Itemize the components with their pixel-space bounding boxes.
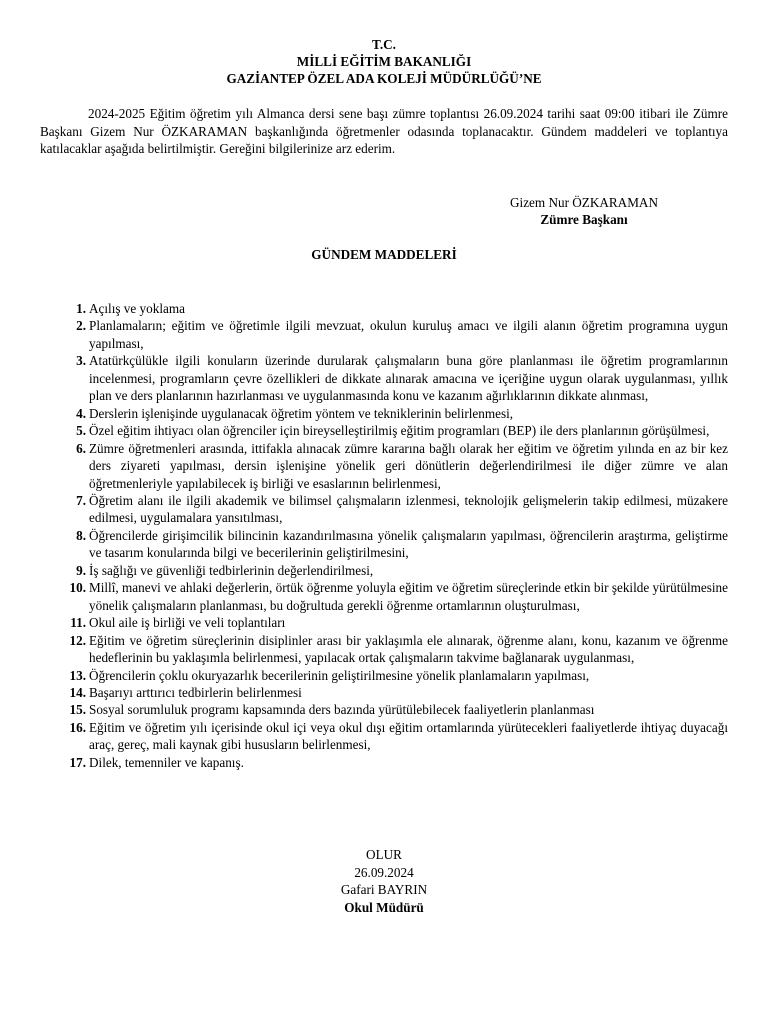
document-header xyxy=(0,36,768,88)
approval-block xyxy=(284,846,484,916)
agenda-heading: GÜNDEM MADDELERİ xyxy=(311,247,457,262)
agenda-item-number: 7. xyxy=(76,492,86,508)
agenda-item-number: 17. xyxy=(69,754,86,770)
agenda-item-text: Başarıyı arttırıcı tedbirlerin belirlenmesi xyxy=(89,684,302,700)
agenda-item xyxy=(40,405,728,422)
agenda-item xyxy=(40,579,728,614)
agenda-item xyxy=(40,422,728,439)
agenda-item-text: Atatürkçülükle ilgili konuların üzerinde durularak çalışmaların buna göre planlanması ile öğretim programlarının incelenmesi, programların çevre özellikleri de dikkate alınarak amacına ve içeriğine uygun olarak uygulanması, yıllık plan ve ders planlarının hazırlanması ve uygulanmasında konu ve kazanım ağırlıklarının dikkate alınması, xyxy=(89,353,728,404)
agenda-item xyxy=(40,719,728,754)
agenda-item-text: Derslerin işlenişinde uygulanacak öğretim yöntem ve tekniklerinin belirlenmesi, xyxy=(89,405,514,421)
agenda-item-text: Açılış ve yoklama xyxy=(89,301,185,316)
agenda-item-text: Sosyal sorumluluk programı kapsamında ders bazında yürütülebilecek faaliyetlerin planlanması xyxy=(89,702,595,718)
agenda-item-number: 14. xyxy=(69,684,86,700)
signer-title: Zümre Başkanı xyxy=(540,212,628,228)
agenda-item-number: 8. xyxy=(76,527,86,543)
agenda-item xyxy=(40,300,728,317)
header-line-ministry: MİLLİ EĞİTİM BAKANLIĞI xyxy=(296,54,472,70)
header-line-school: GAZİANTEP ÖZEL ADA KOLEJİ MÜDÜRLÜĞÜ’NE xyxy=(226,71,542,87)
agenda-item-number: 3. xyxy=(76,353,86,369)
agenda-item-number: 2. xyxy=(76,318,86,334)
agenda-item-text: Öğretim alanı ile ilgili akademik ve bilimsel çalışmaların izlenmesi, teknolojik gelişmelerin takip edilmesi, müzakere edilmesi, uygulamalara yansıtılması, xyxy=(89,492,728,526)
agenda-item xyxy=(40,562,728,579)
agenda-item-text: Eğitim ve öğretim yılı içerisinde okul içi veya okul dışı eğitim ortamlarında yürütecekleri faaliyetlerde ihtiyaç duyacağı araç, gereç, mali kaynak gibi hususların belirlenmesi, xyxy=(89,719,728,753)
agenda-item-number: 10. xyxy=(69,580,86,596)
agenda-item xyxy=(40,352,728,404)
agenda-item-number: 11. xyxy=(70,615,86,631)
agenda-item-text: Zümre öğretmenleri arasında, ittifakla alınacak zümre kararına bağlı olarak her eğitim ve öğretim yılında en az bir kez ders ziyareti yapılması, dersin işlenişine yönelik geri dönütlerin değerlendirilmesi ile diğer zümre ve alan öğretmenleriyle yapılabilecek iş birliği ve esaslarının belirlenmesi, xyxy=(89,440,728,491)
agenda-item-number: 4. xyxy=(76,405,86,421)
agenda-item-number: 12. xyxy=(69,632,86,648)
agenda-item-text: Okul aile iş birliği ve veli toplantıları xyxy=(89,615,286,631)
approval-date: 26.09.2024 xyxy=(354,864,414,880)
agenda-item-number: 5. xyxy=(76,423,86,439)
agenda-item-text: İş sağlığı ve güvenliği tedbirlerinin değerlendirilmesi, xyxy=(89,562,374,578)
agenda-item-text: Eğitim ve öğretim süreçlerinin disiplinler arası bir yaklaşımla ele alınarak, öğrenme alanı, konu, kazanım ve öğrenme hedeflerinin bu yaklaşımla belirlenmesi, yapılacak ortak çalışmaların takvime bağlanarak uygulanması, xyxy=(89,632,728,666)
agenda-list xyxy=(40,300,728,771)
agenda-item xyxy=(40,667,728,684)
agenda-item-number: 6. xyxy=(76,440,86,456)
agenda-item-number: 15. xyxy=(69,702,86,718)
signer-block xyxy=(494,194,674,229)
agenda-item-number: 16. xyxy=(69,719,86,735)
agenda-item xyxy=(40,317,728,352)
agenda-item-text: Öğrencilerde girişimcilik bilincinin kazandırılmasına yönelik çalışmaların yapılması, öğrencilerin araştırma, geliştirme ve tasarım konularında bilgi ve becerilerinin geliştirilmesini, xyxy=(89,527,728,561)
approval-label: OLUR xyxy=(366,847,402,862)
approval-name: Gafari BAYRIN xyxy=(340,882,428,898)
agenda-item xyxy=(40,440,728,492)
header-line-tc: T.C. xyxy=(372,37,396,52)
agenda-item xyxy=(40,614,728,631)
agenda-item-number: 13. xyxy=(69,667,86,683)
agenda-item xyxy=(40,701,728,718)
agenda-item-text: Dilek, temenniler ve kapanış. xyxy=(89,754,244,770)
intro-paragraph: 2024-2025 Eğitim öğretim yılı Almanca dersi sene başı zümre toplantısı 26.09.2024 tarihi saat 09:00 itibari ile Zümre Başkanı Gizem Nur ÖZKARAMAN başkanlığında öğretmenler odasında toplanacaktır. Gündem maddeleri ve toplantıya katılacaklar aşağıda belirtilmiştir. Gereğini bilgilerinize arz ederim. xyxy=(40,106,728,157)
agenda-item-number: 1. xyxy=(76,301,86,316)
agenda-item-text: Planlamaların; eğitim ve öğretimle ilgili mevzuat, okulun kuruluş amacı ve ilgili alanın öğretim programına uygun yapılması, xyxy=(89,318,728,351)
signer-name: Gizem Nur ÖZKARAMAN xyxy=(510,195,658,210)
agenda-item-number: 9. xyxy=(76,562,86,578)
agenda-item xyxy=(40,492,728,527)
agenda-item-text: Millî, manevi ve ahlaki değerlerin, örtük öğrenme yoluyla eğitim ve öğretim süreçlerinde etkin bir şekilde yürütülmesine yönelik çalışmaların planlanması, bu doğrultuda gerekli öğrenme ortamlarının oluşturulması, xyxy=(89,580,728,613)
agenda-item xyxy=(40,527,728,562)
agenda-item xyxy=(40,632,728,667)
agenda-item-text: Öğrencilerin çoklu okuryazarlık becerilerinin geliştirilmesine yönelik planlamaların yapılması, xyxy=(89,667,590,683)
approval-role: Okul Müdürü xyxy=(344,899,424,915)
agenda-item xyxy=(40,754,728,771)
agenda-item xyxy=(40,684,728,701)
agenda-item-text: Özel eğitim ihtiyacı olan öğrenciler için bireyselleştirilmiş eğitim programları (BEP) ile ders planlarının görüşülmesi, xyxy=(89,423,710,439)
